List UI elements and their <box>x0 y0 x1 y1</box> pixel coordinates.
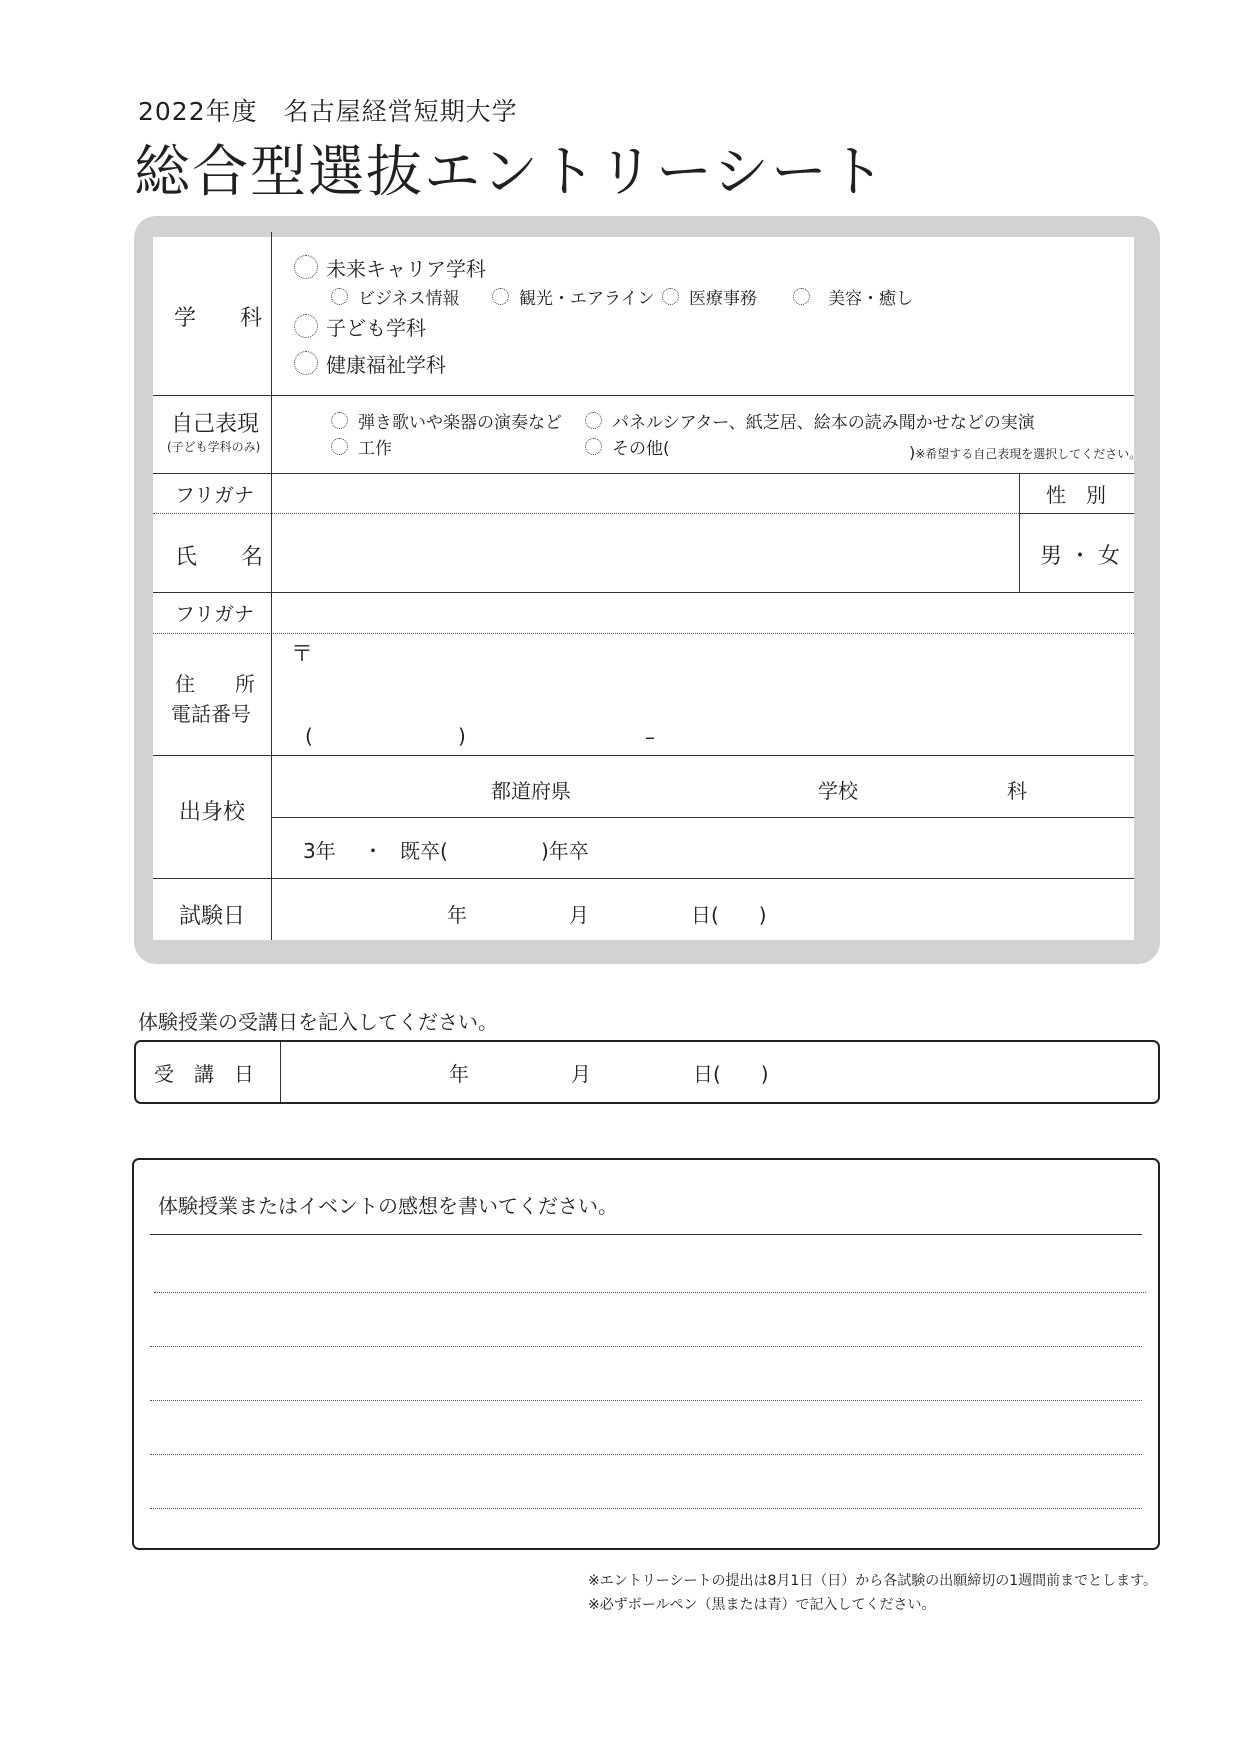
impression-heading: 体験授業またはイベントの感想を書いてください。 <box>158 1194 618 1218</box>
exam-year: 年 <box>447 903 467 927</box>
divider-name <box>153 592 1134 593</box>
exam-month: 月 <box>569 903 589 927</box>
furigana-label: フリガナ <box>175 483 254 507</box>
phone-close-paren: ) <box>458 724 466 748</box>
name-label: 氏 名 <box>175 545 264 570</box>
gender-column-divider <box>1019 473 1020 592</box>
sub-option-label: ビジネス情報 <box>358 288 460 309</box>
self-exp-option-label: パネルシアター、紙芝居、絵本の読み聞かせなどの実演 <box>612 412 1035 433</box>
gender-label: 性 別 <box>1046 483 1106 507</box>
sub-option-label: 医療事務 <box>689 288 757 309</box>
self-exp-note-text: ※希望する自己表現を選択してください。 <box>915 447 1142 461</box>
dept-option-child[interactable] <box>294 311 426 341</box>
divider-dept <box>153 395 1134 396</box>
exam-date-label: 試験日 <box>179 904 246 929</box>
radio-icon[interactable] <box>331 438 348 455</box>
radio-icon[interactable] <box>585 412 602 429</box>
sub-option-business[interactable] <box>331 285 460 307</box>
self-expression-label: 自己表現 <box>171 412 260 437</box>
radio-icon[interactable] <box>331 288 348 305</box>
writing-line[interactable] <box>150 1508 1142 1509</box>
course-suffix: 科 <box>1007 779 1027 803</box>
trial-instruction: 体験授業の受講日を記入してください。 <box>138 1010 498 1034</box>
trial-day: 日( ) <box>693 1062 769 1086</box>
impression-box <box>132 1158 1160 1550</box>
grad-separator: ・ <box>363 839 383 863</box>
writing-line[interactable] <box>150 1346 1142 1347</box>
radio-icon[interactable] <box>793 288 810 305</box>
self-exp-option-other[interactable] <box>585 435 670 457</box>
school-label: 出身校 <box>179 800 246 825</box>
dept-option-future-career[interactable] <box>294 252 486 282</box>
divider-address <box>153 755 1134 756</box>
divider-furigana-1 <box>153 513 1019 514</box>
phone-open-paren: ( <box>305 724 313 748</box>
dept-option-label: 健康福祉学科 <box>326 352 446 377</box>
divider-furigana-2 <box>153 633 1134 634</box>
gender-options[interactable]: 男 ・ 女 <box>1040 544 1120 569</box>
writing-line[interactable] <box>150 1454 1142 1455</box>
writing-line[interactable] <box>150 1400 1142 1401</box>
impression-heading-underline <box>150 1234 1142 1235</box>
trial-date-box <box>134 1040 1160 1104</box>
divider-selfexp <box>153 473 1134 474</box>
radio-icon[interactable] <box>585 438 602 455</box>
radio-icon[interactable] <box>492 288 509 305</box>
phone-label: 電話番号 <box>171 702 251 726</box>
school-suffix: 学校 <box>818 779 858 803</box>
sub-option-medical[interactable] <box>662 285 757 307</box>
prefecture-label: 都道府県 <box>491 779 571 803</box>
sub-option-tourism[interactable] <box>492 285 655 307</box>
radio-icon[interactable] <box>294 314 318 338</box>
furigana-label: フリガナ <box>175 602 254 626</box>
dept-option-label: 未来キャリア学科 <box>326 256 486 281</box>
trial-year: 年 <box>449 1062 469 1086</box>
self-expression-sublabel: (子ども学科のみ) <box>167 440 261 454</box>
grad-year-suffix: )年卒 <box>541 839 589 863</box>
postal-mark: 〒 <box>291 642 314 667</box>
sub-option-label: 美容・癒し <box>828 288 913 309</box>
trial-month: 月 <box>571 1062 591 1086</box>
page-title: 総合型選抜エントリーシート <box>134 140 887 205</box>
grad-previous[interactable]: 既卒( <box>400 839 448 863</box>
main-form <box>153 237 1142 940</box>
self-exp-option-label: その他( <box>612 438 670 459</box>
sub-option-label: 観光・エアライン <box>519 288 655 309</box>
sub-option-beauty[interactable] <box>793 285 913 307</box>
footer-note: ※必ずボールペン（黒または青）で記入してください。 <box>588 1597 936 1613</box>
radio-icon[interactable] <box>294 255 318 279</box>
radio-icon[interactable] <box>294 351 318 375</box>
self-exp-option-craft[interactable] <box>331 435 392 457</box>
writing-line[interactable] <box>154 1292 1146 1293</box>
address-label: 住 所 <box>175 672 255 696</box>
label-column-divider <box>271 232 272 940</box>
radio-icon[interactable] <box>331 412 348 429</box>
divider-school-inner <box>271 817 1134 818</box>
self-exp-close-paren: ) <box>909 443 916 462</box>
self-exp-option-label: 弾き歌いや楽器の演奏など <box>358 412 562 433</box>
divider-gender <box>1019 513 1134 514</box>
dept-option-health-welfare[interactable] <box>294 348 446 378</box>
trial-label: 受 講 日 <box>154 1062 254 1086</box>
dept-option-label: 子ども学科 <box>326 315 426 340</box>
self-exp-option-music[interactable] <box>331 409 562 431</box>
phone-dash: – <box>645 725 655 749</box>
trial-divider <box>280 1042 281 1102</box>
footer-note: ※エントリーシートの提出は8月1日（日）から各試験の出願締切の1週間前までとします。 <box>588 1573 1158 1589</box>
radio-icon[interactable] <box>662 288 679 305</box>
exam-day: 日( ) <box>691 903 767 927</box>
page-subtitle: 2022年度 名古屋経営短期大学 <box>138 97 518 126</box>
divider-school <box>153 878 1134 879</box>
self-exp-option-panel[interactable] <box>585 409 1035 431</box>
grad-3rd-year[interactable]: 3年 <box>303 839 336 863</box>
department-label: 学 科 <box>174 306 263 331</box>
self-exp-option-label: 工作 <box>358 438 392 459</box>
self-exp-note <box>909 443 1141 462</box>
